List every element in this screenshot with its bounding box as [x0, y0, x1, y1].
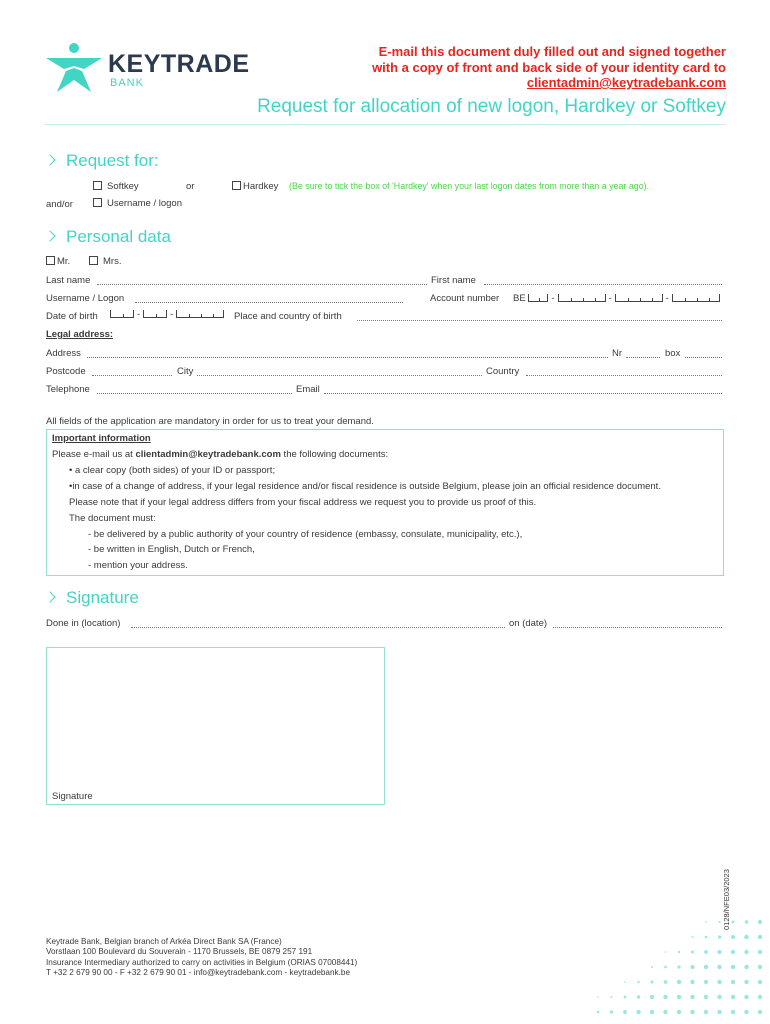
hardkey-checkbox[interactable]: [232, 181, 241, 190]
decor-dot: [744, 1010, 748, 1014]
decor-dot: [650, 995, 654, 999]
decor-dot: [744, 935, 748, 939]
decor-dot: [718, 935, 721, 938]
done-in-label: Done in (location): [46, 618, 121, 629]
email-link[interactable]: clientadmin@keytradebank.com: [526, 75, 726, 90]
account-number-label: Account number: [430, 293, 500, 304]
decor-dot: [745, 920, 749, 924]
info-email-link[interactable]: clientadmin@keytradebank.com: [135, 449, 281, 460]
mandatory-notice: All fields of the application are mandatory in order for us to treat your demand.: [46, 416, 374, 427]
decor-dot: [636, 1010, 640, 1014]
decor-dot: [758, 965, 762, 969]
chevron-right-icon: [44, 591, 55, 602]
done-in-field[interactable]: [131, 627, 505, 628]
decor-dot: [690, 980, 694, 984]
mr-checkbox[interactable]: [46, 256, 55, 265]
decor-dot: [637, 981, 639, 983]
first-name-label: First name: [431, 275, 476, 286]
legal-address-heading: Legal address:: [46, 329, 114, 340]
important-information-title: Important information: [52, 433, 151, 444]
decor-dot: [650, 980, 653, 983]
username-label: Username / Logon: [46, 293, 125, 304]
email-label: Email: [296, 384, 320, 395]
decor-dot: [597, 996, 599, 998]
account-prefix: BE: [513, 293, 526, 304]
important-information-intro: Please e-mail us at clientadmin@keytradebank.com the following documents:: [52, 449, 389, 460]
softkey-checkbox[interactable]: [93, 181, 102, 190]
section-signature-heading: Signature: [46, 588, 139, 608]
telephone-label: Telephone: [46, 384, 90, 395]
dob-label: Date of birth: [46, 311, 98, 322]
decor-dot: [717, 965, 721, 969]
decor-dot: [758, 995, 762, 999]
decor-dot: [623, 1010, 627, 1014]
nr-field[interactable]: [626, 357, 660, 358]
place-of-birth-label: Place and country of birth: [234, 311, 342, 322]
hardkey-note: (Be sure to tick the box of 'Hardkey' when your last logon dates from more than a year ago).: [289, 181, 650, 191]
hardkey-option[interactable]: Hardkey: [232, 181, 278, 192]
or-label: or: [186, 181, 195, 192]
decor-dot: [704, 950, 708, 954]
decor-dot: [691, 951, 694, 954]
chevron-right-icon: [44, 154, 55, 165]
username-field[interactable]: [135, 302, 403, 303]
decor-dot: [744, 995, 748, 999]
brand-subtitle: BANK: [110, 77, 144, 89]
last-name-field[interactable]: [97, 284, 427, 285]
decor-dot: [650, 1010, 654, 1014]
decor-dot: [624, 981, 626, 983]
dot-pattern-decoration: [590, 914, 770, 1024]
decor-dot: [610, 996, 612, 998]
section-request-heading: Request for:: [46, 151, 159, 171]
decor-dot: [758, 1010, 762, 1014]
username-option[interactable]: Username / logon: [93, 198, 182, 209]
email-instruction-line2: with a copy of front and back side of your identity card to: [372, 59, 726, 75]
decor-dot: [717, 995, 721, 999]
decor-dot: [731, 1010, 735, 1014]
decor-dot: [744, 980, 748, 984]
dob-field[interactable]: - -: [110, 309, 224, 320]
on-date-label: on (date): [509, 618, 548, 629]
page-title: Request for allocation of new logon, Hardkey or Softkey: [257, 96, 726, 117]
first-name-field[interactable]: [484, 284, 722, 285]
info-must-language: - be written in English, Dutch or French,: [88, 544, 255, 555]
address-label: Address: [46, 348, 81, 359]
decor-dot: [744, 965, 748, 969]
signature-box-label: Signature: [52, 791, 93, 802]
decor-dot: [717, 1010, 721, 1014]
decor-dot: [758, 935, 762, 939]
place-of-birth-field[interactable]: [357, 320, 722, 321]
brand-name: KEYTRADE: [108, 50, 250, 78]
decor-dot: [677, 965, 680, 968]
footer-line-contact: T +32 2 679 90 00 - F +32 2 679 90 01 - info@keytradebank.com - keytradebank.be: [46, 968, 351, 978]
decor-dot: [677, 995, 681, 999]
decor-dot: [717, 950, 721, 954]
mr-option[interactable]: Mr.: [46, 256, 70, 267]
decor-dot: [637, 995, 641, 999]
document-reference: 0128/NFE03/2023: [722, 869, 731, 930]
account-number-field[interactable]: BE - - -: [513, 293, 720, 304]
decor-dot: [677, 1010, 681, 1014]
footer-line-address: Vorstlaan 100 Boulevard du Souverain - 1170 Brussels, BE 0879 257 191: [46, 947, 313, 957]
info-item-fiscal: Please note that if your legal address differs from your fiscal address we request you to provide us proof of this.: [69, 497, 537, 508]
box-label: box: [665, 348, 681, 359]
decor-dot: [704, 965, 708, 969]
decor-dot: [758, 950, 762, 954]
postcode-label: Postcode: [46, 366, 86, 377]
decor-dot: [731, 950, 735, 954]
decor-dot: [758, 980, 762, 984]
footer-line-insurance: Insurance Intermediary authorized to carry on activities in Belgium (ORIAS 07008441): [46, 957, 358, 967]
nr-label: Nr: [612, 348, 623, 359]
email-field[interactable]: [324, 393, 722, 394]
decor-dot: [664, 980, 668, 984]
address-field[interactable]: [87, 357, 608, 358]
email-instruction-line1: E-mail this document duly filled out and signed together: [378, 44, 726, 59]
decor-dot: [690, 995, 694, 999]
footer-line-company: Keytrade Bank, Belgian branch of Arkéa Direct Bank SA (France): [46, 937, 282, 946]
title-divider: [44, 124, 726, 125]
info-item-address: •in case of a change of address, if your legal residence and/or fiscal residence is outside Belgium, please join an official residence document.: [69, 481, 661, 492]
decor-dot: [677, 980, 681, 984]
decor-dot: [744, 950, 748, 954]
decor-dot: [665, 951, 667, 953]
last-name-label: Last name: [46, 275, 91, 286]
city-field[interactable]: [197, 375, 482, 376]
decor-dot: [731, 995, 735, 999]
decor-dot: [731, 965, 735, 969]
decor-dot: [704, 1010, 708, 1014]
info-must-authority: - be delivered by a public authority of your country of residence (embassy, consulate, municipality, etc.),: [88, 529, 523, 540]
decor-dot: [663, 1010, 667, 1014]
andor-label: and/or: [46, 199, 73, 210]
keytrade-star-logo-icon: [44, 42, 104, 94]
decor-dot: [732, 921, 735, 924]
decor-dot: [690, 965, 694, 969]
chevron-right-icon: [44, 230, 55, 241]
country-label: Country: [486, 366, 520, 377]
city-label: City: [177, 366, 194, 377]
info-item-id: • a clear copy (both sides) of your ID or passport;: [69, 465, 276, 476]
decor-dot: [692, 936, 694, 938]
decor-dot: [704, 995, 708, 999]
mrs-option[interactable]: Mrs.: [89, 256, 121, 267]
decor-dot: [610, 1010, 613, 1013]
on-date-field[interactable]: [553, 627, 722, 628]
decor-dot: [758, 920, 762, 924]
signature-box[interactable]: [46, 647, 385, 805]
footer: [46, 937, 357, 979]
decor-dot: [717, 980, 721, 984]
info-document-must: The document must:: [69, 513, 156, 524]
username-checkbox[interactable]: [93, 198, 102, 207]
decor-dot: [718, 921, 720, 923]
decor-dot: [705, 936, 708, 939]
decor-dot: [678, 951, 680, 953]
telephone-field[interactable]: [97, 393, 292, 394]
country-field[interactable]: [526, 375, 722, 376]
decor-dot: [704, 980, 708, 984]
decor-dot: [624, 996, 627, 999]
softkey-option[interactable]: Softkey: [93, 181, 139, 192]
decor-dot: [731, 935, 735, 939]
info-must-address: - mention your address.: [88, 560, 188, 571]
decor-dot: [663, 995, 667, 999]
decor-dot: [664, 966, 667, 969]
postcode-field[interactable]: [92, 375, 172, 376]
section-personal-heading: Personal data: [46, 227, 171, 247]
email-instruction: [372, 44, 726, 91]
mrs-checkbox[interactable]: [89, 256, 98, 265]
box-field[interactable]: [685, 357, 722, 358]
decor-dot: [690, 1010, 694, 1014]
decor-dot: [705, 921, 707, 923]
decor-dot: [597, 1011, 600, 1014]
decor-dot: [731, 980, 735, 984]
decor-dot: [651, 966, 653, 968]
